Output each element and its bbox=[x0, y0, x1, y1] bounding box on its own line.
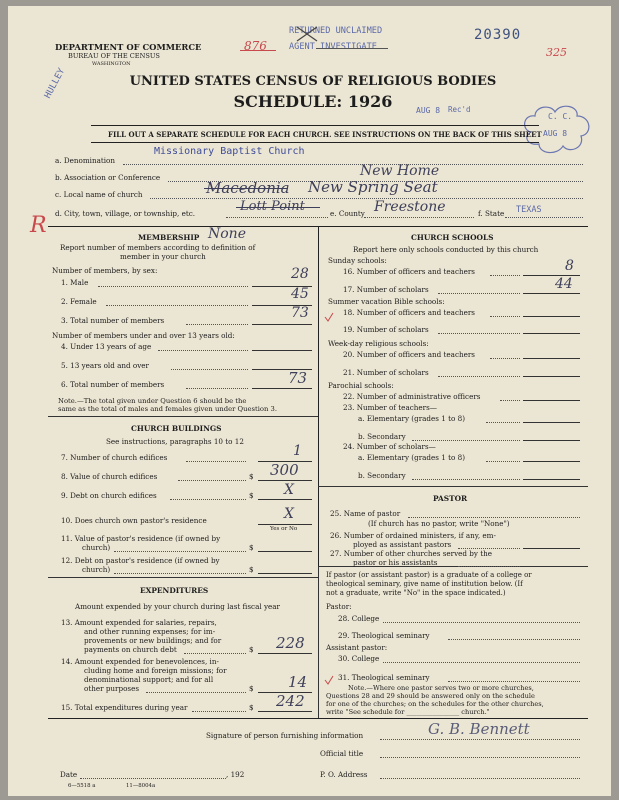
q17-value[interactable]: 44 bbox=[555, 276, 573, 292]
q3-leader bbox=[186, 324, 248, 325]
q25-label: 25. Name of pastor bbox=[330, 509, 401, 518]
county-value[interactable]: Freestone bbox=[374, 199, 446, 215]
q19-answer-line bbox=[523, 333, 580, 334]
q11-answer-line bbox=[258, 551, 312, 552]
red-number: 325 bbox=[546, 46, 567, 59]
membership-note-2: same as the total of males and females given under Question 3. bbox=[58, 405, 277, 413]
pastor-subheading: Pastor: bbox=[326, 602, 352, 611]
pastor-note-2: Questions 28 and 29 should be answered only on the schedule bbox=[326, 692, 535, 700]
q24a-answer-line bbox=[523, 461, 580, 462]
denomination-value[interactable]: Missionary Baptist Church bbox=[154, 146, 305, 157]
q4-label: 4. Under 13 years of age bbox=[61, 342, 152, 351]
membership-intro-1: Report number of members according to definition of bbox=[60, 243, 256, 252]
q12-leader bbox=[114, 573, 246, 574]
association-value[interactable]: New Home bbox=[360, 163, 440, 179]
q6-answer-line bbox=[252, 388, 312, 389]
denomination-label: a. Denomination bbox=[55, 156, 115, 165]
q9-dollar: $ bbox=[249, 491, 254, 500]
q22-label: 22. Number of administrative officers bbox=[343, 392, 481, 401]
state-value[interactable]: TEXAS bbox=[516, 205, 542, 215]
weekday-heading: Week-day religious schools: bbox=[328, 339, 429, 348]
q24a-label: a. Elementary (grades 1 to 8) bbox=[358, 453, 465, 462]
cloud-date-stamp: AUG 8 bbox=[543, 129, 568, 138]
q24-label: 24. Number of scholars— bbox=[343, 442, 436, 451]
q7-label: 7. Number of church edifices bbox=[61, 453, 168, 462]
q16-value[interactable]: 8 bbox=[565, 258, 574, 274]
membership-bottom-rule bbox=[48, 416, 318, 417]
q13-label-1: 13. Amount expended for salaries, repairs, bbox=[61, 618, 217, 627]
lower-center-rule bbox=[318, 566, 319, 718]
graduate-note-2: theological seminary, give name of institution below. (If bbox=[326, 580, 523, 588]
q23a-answer-line bbox=[523, 422, 580, 423]
q30-line bbox=[383, 662, 580, 663]
q12-label-1: 12. Debt on pastor's residence (if owned by bbox=[61, 556, 220, 565]
q9-label: 9. Debt on church edifices bbox=[61, 491, 157, 500]
q8-answer-line bbox=[258, 480, 312, 481]
q22-answer-line bbox=[523, 400, 580, 401]
buildings-subtitle: See instructions, paragraphs 10 to 12 bbox=[106, 437, 244, 446]
q29-line bbox=[448, 639, 580, 640]
aug-date-stamp: AUG 8 bbox=[416, 106, 441, 115]
main-title: UNITED STATES CENSUS OF RELIGIOUS BODIES bbox=[129, 74, 497, 89]
q8-leader bbox=[178, 480, 246, 481]
state-line bbox=[505, 217, 583, 218]
q6-leader bbox=[186, 388, 248, 389]
q15-label: 15. Total expenditures during year bbox=[61, 703, 188, 712]
q17-leader bbox=[438, 293, 520, 294]
buildings-bottom-rule bbox=[48, 577, 318, 578]
q25-line bbox=[408, 517, 580, 518]
q16-label: 16. Number of officers and teachers bbox=[343, 267, 475, 276]
q22-leader bbox=[500, 400, 520, 401]
q15-leader bbox=[192, 711, 246, 712]
q21-answer-line bbox=[523, 376, 580, 377]
expenditures-title: EXPENDITURES bbox=[140, 586, 209, 595]
sunday-heading: Sunday schools: bbox=[328, 256, 387, 265]
dept-title: DEPARTMENT OF COMMERCE bbox=[55, 42, 202, 52]
date-label: Date bbox=[60, 770, 78, 779]
grid-bottom-rule bbox=[48, 718, 588, 719]
instruction-top-rule bbox=[91, 125, 539, 126]
q23a-label: a. Elementary (grades 1 to 8) bbox=[358, 414, 465, 423]
pastor-note-3: for one of the churches; on the schedules for the other churches, bbox=[326, 700, 544, 708]
membership-note-1: Note.—The total given under Question 6 should be the bbox=[58, 397, 247, 405]
q14-dollar: $ bbox=[249, 684, 254, 693]
signature-line bbox=[380, 739, 580, 740]
q19-leader bbox=[438, 333, 520, 334]
q26-label-2: ployed as assistant pastors bbox=[353, 540, 452, 549]
q26-label-1: 26. Number of ordained ministers, if any, em- bbox=[330, 531, 496, 540]
q15-value[interactable]: 242 bbox=[276, 692, 305, 710]
membership-intro-2: member in your church bbox=[120, 252, 206, 261]
q5-leader bbox=[171, 369, 248, 370]
q19-label: 19. Number of scholars bbox=[343, 325, 429, 334]
grid-center-rule bbox=[318, 226, 319, 566]
q23-label: 23. Number of teachers— bbox=[343, 403, 437, 412]
recd-stamp: Rec'd bbox=[448, 105, 471, 114]
q18-label: 18. Number of officers and teachers bbox=[343, 308, 475, 317]
official-title-line bbox=[380, 757, 580, 758]
q21-label: 21. Number of scholars bbox=[343, 368, 429, 377]
q14-label-1: 14. Amount expended for benevolences, in- bbox=[61, 657, 219, 666]
q23a-leader bbox=[486, 422, 520, 423]
instruction-bottom-rule bbox=[91, 142, 539, 143]
q29-label: 29. Theological seminary bbox=[338, 631, 430, 640]
membership-handwritten: None bbox=[208, 226, 246, 242]
form-code: 6—5518 a bbox=[68, 783, 96, 789]
q23b-answer-line bbox=[523, 440, 580, 441]
q26-answer-line bbox=[523, 548, 580, 549]
q15-answer-line bbox=[258, 711, 312, 712]
returned-stamp: RETURNED UNCLAIMED bbox=[289, 26, 383, 36]
agent-stamp: AGENT INVESTIGATE bbox=[289, 42, 377, 52]
q24a-leader bbox=[486, 461, 520, 462]
schools-title: CHURCH SCHOOLS bbox=[411, 233, 494, 242]
q3-answer-line bbox=[252, 324, 312, 325]
hulley-stamp: HULLEY bbox=[43, 66, 68, 101]
q10-label: 10. Does church own pastor's residence bbox=[61, 516, 207, 525]
q14-value[interactable]: 14 bbox=[288, 673, 308, 691]
association-label: b. Association or Conference bbox=[55, 173, 161, 182]
q13-label-2: and other running expenses; for im- bbox=[84, 627, 216, 636]
q6-value[interactable]: 73 bbox=[288, 369, 308, 387]
q13-value[interactable]: 228 bbox=[276, 634, 305, 652]
state-label: f. State bbox=[478, 209, 505, 218]
q18-check-mark bbox=[324, 307, 334, 317]
local-name-label: c. Local name of church bbox=[55, 190, 143, 199]
q4-answer-line bbox=[252, 350, 312, 351]
crossed-number: 876 bbox=[244, 39, 267, 53]
q14-label-2: cluding home and foreign missions; for bbox=[84, 666, 227, 675]
signature-value[interactable]: G. B. Bennett bbox=[428, 720, 530, 738]
q8-value[interactable]: 300 bbox=[270, 461, 299, 479]
summer-heading: Summer vacation Bible schools: bbox=[328, 297, 445, 306]
schools-subtitle: Report here only schools conducted by this church bbox=[353, 245, 539, 254]
q1-value[interactable]: 28 bbox=[291, 266, 309, 282]
q27-answer-line bbox=[523, 566, 580, 567]
q31-line bbox=[448, 681, 580, 682]
q18-answer-line bbox=[523, 316, 580, 317]
local-name-struck[interactable]: Macedonia bbox=[206, 179, 290, 197]
q17-answer-line bbox=[523, 293, 580, 294]
q20-answer-line bbox=[523, 358, 580, 359]
local-name-strike bbox=[204, 188, 288, 189]
yes-no-hint: Yes or No bbox=[270, 526, 298, 532]
q27-label-2: pastor or his assistants bbox=[353, 558, 438, 567]
members-sex-heading: Number of members, by sex: bbox=[52, 266, 158, 275]
print-code: 11—8004a bbox=[126, 783, 156, 789]
q11-label-2: church) bbox=[82, 543, 111, 552]
graduate-note-1: If pastor (or assistant pastor) is a graduate of a college or bbox=[326, 571, 532, 579]
q20-leader bbox=[490, 358, 520, 359]
q18-leader bbox=[490, 316, 520, 317]
q8-dollar: $ bbox=[249, 472, 254, 481]
q23b-label: b. Secondary bbox=[358, 432, 406, 441]
q2-leader bbox=[106, 305, 248, 306]
po-address-line bbox=[380, 778, 580, 779]
denomination-line bbox=[123, 164, 583, 165]
q13-label-4: payments on church debt bbox=[84, 645, 177, 654]
q31-check-mark bbox=[324, 670, 334, 680]
pastor-note-4: write "See schedule for ________________ church." bbox=[326, 708, 490, 716]
q27-leader bbox=[458, 566, 520, 567]
schools-bottom-rule bbox=[318, 486, 588, 487]
date-line bbox=[80, 778, 226, 779]
q27-label-1: 27. Number of other churches served by the bbox=[330, 549, 493, 558]
assistant-subheading: Assistant pastor: bbox=[326, 643, 388, 652]
parochial-heading: Parochial schools: bbox=[328, 381, 394, 390]
q6-label: 6. Total number of members bbox=[61, 380, 165, 389]
county-line bbox=[364, 217, 474, 218]
q9-value[interactable]: X bbox=[284, 482, 294, 498]
local-name-line bbox=[150, 198, 583, 199]
pastor-title: PASTOR bbox=[433, 494, 468, 503]
q2-value[interactable]: 45 bbox=[291, 286, 309, 302]
q3-value[interactable]: 73 bbox=[291, 305, 309, 321]
schedule-title: SCHEDULE: 1926 bbox=[233, 92, 393, 111]
crossed-number-strike bbox=[240, 50, 276, 51]
graduate-note-3: not a graduate, write "No" in the space indicated.) bbox=[326, 589, 506, 597]
q28-label: 28. College bbox=[338, 614, 380, 623]
q1-label: 1. Male bbox=[61, 278, 89, 287]
q12-answer-line bbox=[258, 573, 312, 574]
q9-answer-line bbox=[258, 499, 312, 500]
po-address-label: P. O. Address bbox=[320, 770, 368, 779]
q25-note: (If church has no pastor, write "None") bbox=[368, 519, 510, 528]
instruction-text: FILL OUT A SEPARATE SCHEDULE FOR EACH CHURCH. SEE INSTRUCTIONS ON THE BACK OF THIS SHEET bbox=[108, 130, 542, 139]
q10-value[interactable]: X bbox=[284, 506, 294, 522]
q11-leader bbox=[114, 551, 246, 552]
margin-r-mark: R bbox=[30, 213, 47, 238]
members-age-heading: Number of members under and over 13 years old: bbox=[52, 331, 235, 340]
official-title-label: Official title bbox=[320, 749, 364, 758]
q28-line bbox=[383, 622, 580, 623]
q16-leader bbox=[490, 275, 520, 276]
pastor-note-1: Note.—Where one pastor serves two or more churches, bbox=[348, 684, 534, 692]
q14-label-4: other purposes bbox=[84, 684, 140, 693]
census-schedule-page bbox=[8, 6, 611, 796]
q12-dollar: $ bbox=[249, 565, 254, 574]
q1-leader bbox=[98, 286, 248, 287]
city-label: d. City, town, village, or township, etc. bbox=[55, 209, 196, 218]
q11-label-1: 11. Value of pastor's residence (if owned by bbox=[61, 534, 221, 543]
q13-leader bbox=[184, 653, 246, 654]
q20-label: 20. Number of officers and teachers bbox=[343, 350, 475, 359]
serial-number: 20390 bbox=[474, 27, 522, 43]
buildings-title: CHURCH BUILDINGS bbox=[131, 424, 222, 433]
q24b-answer-line bbox=[523, 479, 580, 480]
q2-label: 2. Female bbox=[61, 297, 97, 306]
agent-strike bbox=[316, 48, 388, 49]
city-title: WASHINGTON bbox=[92, 61, 131, 67]
county-label: e. County bbox=[330, 209, 365, 218]
q9-leader bbox=[170, 499, 246, 500]
q24b-label: b. Secondary bbox=[358, 471, 406, 480]
cc-stamp: C. C. bbox=[548, 112, 573, 121]
signature-label: Signature of person furnishing information bbox=[206, 731, 364, 740]
q4-leader bbox=[158, 350, 248, 351]
q15-dollar: $ bbox=[249, 703, 254, 712]
date-year: , 192 bbox=[226, 770, 245, 779]
q30-label: 30. College bbox=[338, 654, 380, 663]
city-strike bbox=[236, 207, 320, 208]
q13-dollar: $ bbox=[249, 645, 254, 654]
q21-leader bbox=[438, 376, 520, 377]
city-line bbox=[226, 217, 328, 218]
q14-label-3: denominational support; and for all bbox=[84, 675, 214, 684]
q13-label-3: provements or new buildings; and for bbox=[84, 636, 222, 645]
city-value[interactable]: Lott Point bbox=[240, 199, 305, 214]
q3-label: 3. Total number of members bbox=[61, 316, 165, 325]
q8-label: 8. Value of church edifices bbox=[61, 472, 158, 481]
q5-label: 5. 13 years old and over bbox=[61, 361, 149, 370]
bureau-title: BUREAU OF THE CENSUS bbox=[68, 52, 160, 60]
q7-leader bbox=[186, 461, 246, 462]
q17-label: 17. Number of scholars bbox=[343, 285, 429, 294]
q31-label: 31. Theological seminary bbox=[338, 673, 430, 682]
q12-label-2: church) bbox=[82, 565, 111, 574]
q14-leader bbox=[146, 692, 246, 693]
q13-answer-line bbox=[258, 653, 312, 654]
q11-dollar: $ bbox=[249, 543, 254, 552]
expenditures-subtitle: Amount expended by your church during last fiscal year bbox=[75, 602, 280, 611]
q23b-leader bbox=[412, 440, 520, 441]
stamp-cross-mark bbox=[295, 25, 319, 43]
q24b-leader bbox=[412, 479, 520, 480]
q7-value[interactable]: 1 bbox=[293, 443, 302, 459]
membership-title: MEMBERSHIP bbox=[138, 233, 200, 242]
local-name-value[interactable]: New Spring Seat bbox=[308, 178, 438, 196]
